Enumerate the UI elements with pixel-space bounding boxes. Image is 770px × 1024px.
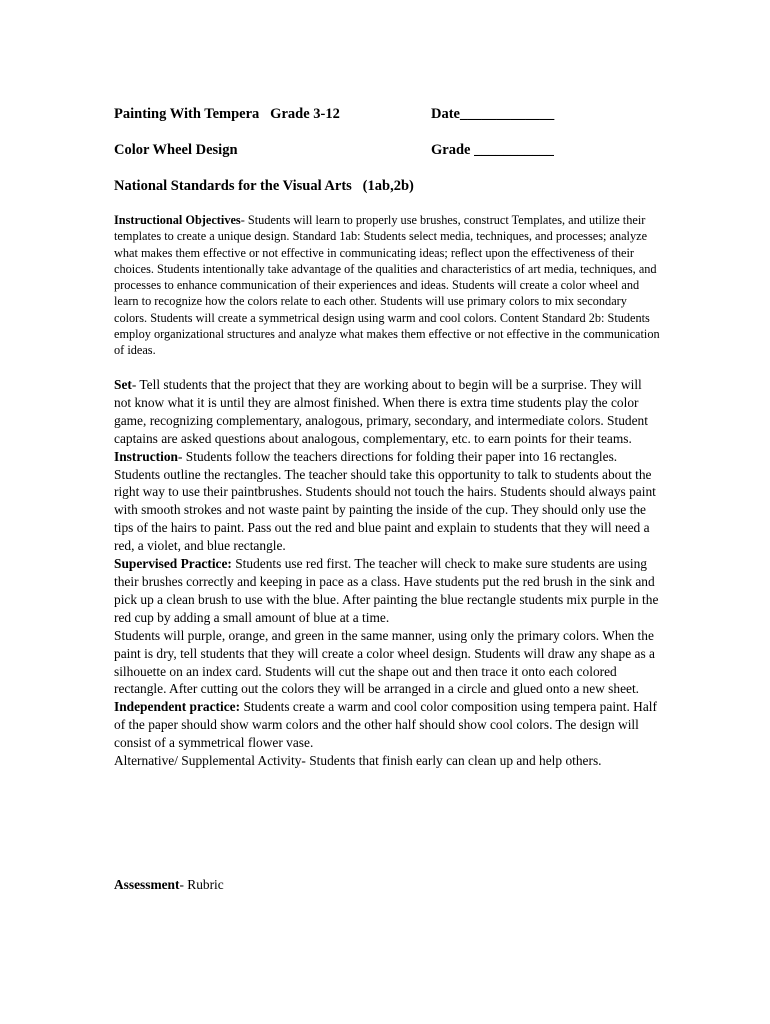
students-paragraph: Students will purple, orange, and green in the same manner, using only the primary colors. When the paint is dry, tell students that they will create a color wheel design. Students will draw any shape as a silhouette on an index card. Students will cut the shape out and then trace it onto each colored rectangle. After cutting out the colors they will be arranged in a circle and glued onto a new sheet. <box>114 627 655 697</box>
independent-label: Independent practice: <box>114 699 241 715</box>
instruction-paragraph <box>114 448 662 555</box>
set-paragraph <box>114 376 662 448</box>
instructional-objectives-paragraph <box>114 212 662 359</box>
supervised-label: Supervised Practice: <box>114 556 232 572</box>
assessment-text: - Rubric <box>179 877 224 892</box>
assessment-label: Assessment <box>114 877 180 892</box>
alternative-activity-paragraph: Alternative/ Supplemental Activity- Students that finish early can clean up and help others. <box>114 753 602 769</box>
lesson-subtitle: Color Wheel Design <box>114 142 238 158</box>
date-field-label: Date_____________ <box>431 106 555 122</box>
independent-text: Students create a warm and cool color composition using tempera paint. Half of the paper should show warm colors and the other half should show cool colors. The design will consist of a symmetrical flower vase. <box>114 699 657 751</box>
supervised-text: Students use red first. The teacher will check to make sure students are using their brushes correctly and keeping in pace as a class. Have students put the red brush in the sink and pick up a clean brush to use with the blue. After painting the blue rectangle students mix purple in the red cup by adding a small amount of blue at a time. <box>114 556 659 625</box>
supervised-practice-paragraph <box>114 555 662 627</box>
set-label: Set <box>114 377 132 392</box>
independent-practice-paragraph <box>114 698 662 752</box>
instruction-text: - Students follow the teachers directions for folding their paper into 16 rectangles. Students outline the rectangles. The teacher should take this opportunity to talk to students about the right way to use their paintbrushes. Students should not touch the hairs. Students should always paint with smooth strokes and not waste paint by painting the inside of the cup. They should only use the tips of the hairs to paint. Pass out the red and blue paint and explain to students that they will need a red, a violet, and blue rectangle. <box>114 448 656 554</box>
lesson-body <box>114 376 662 770</box>
assessment-paragraph <box>114 876 662 894</box>
objectives-label: Instructional Objectives <box>114 213 241 227</box>
set-text: - Tell students that the project that they are working about to begin will be a surprise. They will not know what it is until they are almost finished. When there is extra time students play the color game, recognizing complementary, analogous, primary, secondary, and intermediate colors. Student captains are asked questions about analogous, complementary, etc. to earn points for their teams. <box>114 377 648 446</box>
standards-heading: National Standards for the Visual Arts (1ab,2b) <box>114 178 414 194</box>
grade-field-label: Grade ___________ <box>431 142 554 158</box>
objectives-text: - Students will learn to properly use brushes, construct Templates, and utilize their templates to create a unique design. Standard 1ab: Students select media, techniques, and processes; analyze what makes them effective or not effective in communicating ideas; reflect upon the effectiveness of their choices. Students intentionally take advantage of the qualities and characteristics of art media, techniques, and processes to enhance communication of their experiences and ideas. Students will create a color wheel and learn to recognize how the colors relate to each other. Students will use primary colors to mix secondary colors. Students will create a symmetrical design using warm and cool colors. Content Standard 2b: Students employ organizational structures and analyze what makes them effective or not effective in the communication of ideas. <box>114 213 660 358</box>
lesson-title: Painting With Tempera Grade 3-12 <box>114 106 340 122</box>
instruction-label: Instruction <box>114 448 178 464</box>
